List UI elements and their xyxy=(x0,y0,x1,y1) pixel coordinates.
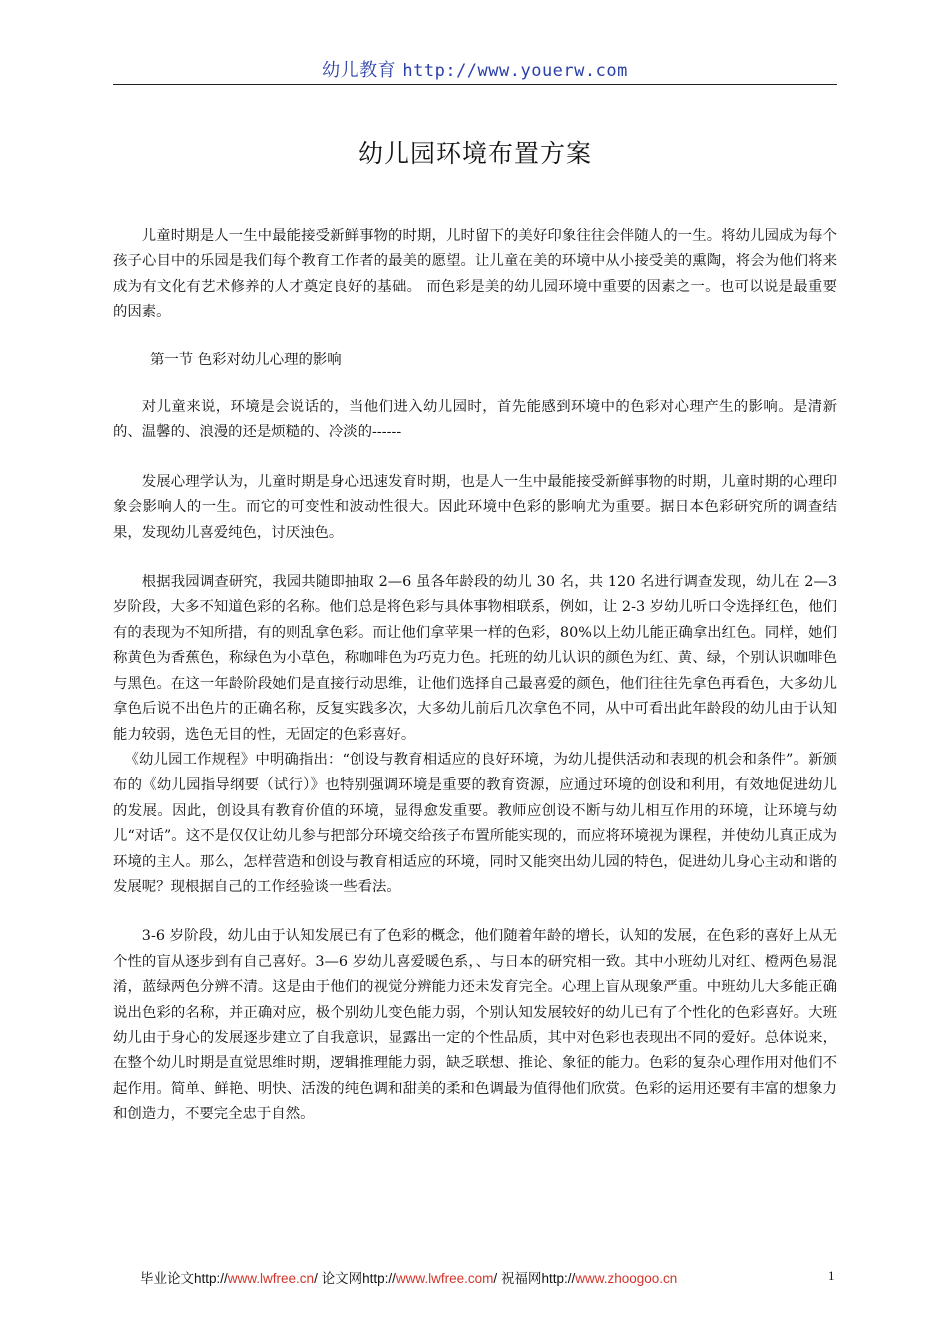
intro-paragraph: 儿童时期是人一生中最能接受新鲜事物的时期，儿时留下的美好印象往往会伴随人的一生。将幼儿园成为每个孩子心目中的乐园是我们每个教育工作者的最美的愿望。让儿童在美的环境中从小接受美的熏陶，将会为他们将来成为有文化有艺术修养的人才奠定良好的基础。 而色彩是美的幼儿园环境中重要的因素之一。也可以说是最重要的因素。 xyxy=(113,228,837,321)
paragraph-3: 根据我园调查研究，我园共随即抽取 2—6 虽各年龄段的幼儿 30 名，共 120 名进行调查发现，幼儿在 2—3 岁阶段，大多不知道色彩的名称。他们总是将色彩与具体事物相联系，例如，让 2-3 岁幼儿听口令选择红色，他们有的表现为不知所措，有的则乱拿色彩。而让他们拿苹果一样的色彩，80%以上幼儿能正确拿出红色。同样，她们称黄色为香蕉色，称绿色为小草色，称咖啡色为巧克力色。托班的幼儿认识的颜色为红、黄、绿，个别认识咖啡色与黑色。在这一年龄阶段她们是直接行动思维，让他们选择自己最喜爱的颜色，他们往往先拿色再看色，大多幼儿拿色后说不出色片的正确名称，反复实践多次，大多幼儿前后几次拿色不同，从中可看出此年龄段的幼儿由于认知能力较弱，选色无目的性，无固定的色彩喜好。 xyxy=(113,574,837,743)
footer-label-thesis: 毕业论文 xyxy=(140,1271,194,1287)
footer-label-papers: 论文网 xyxy=(321,1271,363,1287)
page-footer xyxy=(140,1267,840,1287)
paragraph-2: 发展心理学认为，儿童时期是身心迅速发育时期，也是人一生中最能接受新鲜事物的时期，儿童时期的心理印象会影响人的一生。而它的可变性和波动性很大。因此环境中色彩的影响尤为重要。据日本色彩研究所的调查结果，发现幼儿喜爱纯色，讨厌浊色。 xyxy=(113,473,837,541)
footer-prefix-2: http:// xyxy=(362,1271,396,1286)
footer-suffix-1: / xyxy=(314,1271,318,1286)
paragraph-4: 《幼儿园工作规程》中明确指出：“创设与教育相适应的良好环境，为幼儿提供活动和表现的机会和条件”。新颁布的《幼儿园指导纲要（试行）》也特别强调环境是重要的教育资源，应通过环境的创设和利用，有效地促进幼儿的发展。因此，创设具有教育价值的环境，显得愈发重要。教师应创设不断与幼儿相互作用的环境，让环境与幼儿“对话”。这不是仅仅让幼儿参与把部分环境交给孩子布置所能实现的，而应将环境视为课程，并使幼儿真正成为环境的主人。那么，怎样营造和创设与教育相适应的环境，同时又能突出幼儿园的特色，促进幼儿身心主动和谐的发展呢？现根据自己的工作经验谈一些看法。 xyxy=(113,751,837,895)
header-site-name: 幼儿教育 xyxy=(322,60,397,81)
paragraph-5: 3-6 岁阶段，幼儿由于认知发展已有了色彩的概念，他们随着年龄的增长，认知的发展，在色彩的喜好上从无个性的盲从逐步到有自己喜好。3—6 岁幼儿喜爱暖色系，、与日本的研究相一致。其中小班幼儿对红、橙两色易混淆，蓝绿两色分辨不清。这是由于他们的视觉分辨能力还未发育完全。心理上盲从现象严重。中班幼儿大多能正确说出色彩的名称，并正确对应，极个别幼儿变色能力弱，个别认知发展较好的幼儿已有了个性化的色彩喜好。大班幼儿由于身心的发展逐步建立了自我意识，显露出一定的个性品质，其中对色彩也表现出不同的爱好。总体说来，在整个幼儿时期是直觉思维时期，逻辑推理能力弱，缺乏联想、推论、象征的能力。色彩的复杂心理作用对他们不起作用。简单、鲜艳、明快、活泼的纯色调和甜美的柔和色调最为值得他们欣赏。色彩的运用还要有丰富的想象力和创造力，不要完全忠于自然。 xyxy=(113,928,837,1123)
footer-prefix-3: http:// xyxy=(541,1271,576,1286)
header-url-link[interactable]: http://www.youerw.com xyxy=(402,61,628,81)
footer-link-lwfree-cn[interactable]: www.lwfree.cn xyxy=(227,1271,315,1286)
document-title: 幼儿园环境布置方案 xyxy=(357,139,592,168)
footer-label-blessing: 祝福网 xyxy=(500,1271,542,1287)
footer-suffix-2: / xyxy=(493,1271,498,1286)
page-header xyxy=(113,56,837,85)
footer-link-zhoogoo[interactable]: www.zhoogoo.cn xyxy=(575,1271,678,1286)
section-heading: 第一节 色彩对幼儿心理的影响 xyxy=(150,351,342,368)
footer-prefix-1: http:// xyxy=(194,1271,228,1286)
paragraph-1: 对儿童来说，环境是会说话的，当他们进入幼儿园时，首先能感到环境中的色彩对心理产生的影响。是清新的、温馨的、浪漫的还是烦糙的、冷淡的------ xyxy=(113,399,837,441)
document-body xyxy=(113,224,837,1128)
footer-link-lwfree-com[interactable]: www.lwfree.com xyxy=(395,1271,494,1286)
page-number: 1 xyxy=(828,1268,835,1283)
